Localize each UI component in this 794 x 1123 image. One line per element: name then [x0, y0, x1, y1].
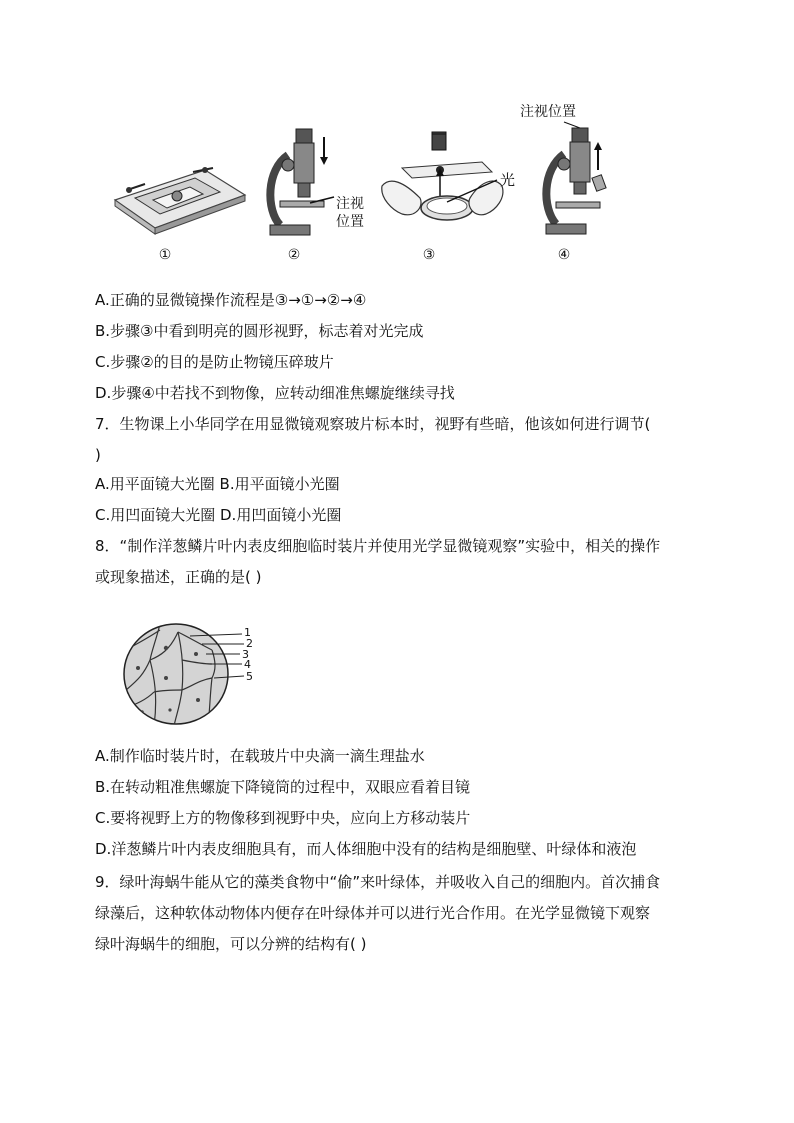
cell-label-3: 3 — [242, 648, 249, 661]
cell-label-4: 4 — [244, 658, 251, 671]
q7-options-cd: C.用凹面镜大光圈 D.用凹面镜小光圈 — [95, 506, 342, 524]
q8-stem-end: 或现象描述，正确的是( ) — [95, 568, 262, 586]
q6-option-c: C.步骤②的目的是防止物镜压碎玻片 — [95, 353, 334, 371]
figure-step2-microscope — [258, 125, 338, 245]
figure-label-3: ③ — [422, 247, 436, 263]
q9-stem-line1: 9．绿叶海蜗牛能从它的藻类食物中“偷”来叶绿体，并吸收入自己的细胞内。首次捕食 — [95, 873, 661, 891]
q8-option-d: D.洋葱鳞片叶内表皮细胞具有，而人体细胞中没有的结构是细胞壁、叶绿体和液泡 — [95, 840, 637, 858]
figure-label-2: ② — [287, 247, 301, 263]
figure-onion-cells — [120, 620, 280, 730]
q8-option-b: B.在转动粗准焦螺旋下降镜筒的过程中，双眼应看着目镜 — [95, 778, 471, 796]
figure-label-1: ① — [158, 247, 172, 263]
q6-option-b: B.步骤③中看到明亮的圆形视野，标志着对光完成 — [95, 322, 424, 340]
q7-options-ab: A.用平面镜大光圈 B.用平面镜小光圈 — [95, 475, 340, 493]
q6-option-d: D.步骤④中若找不到物像，应转动细准焦螺旋继续寻找 — [95, 384, 455, 402]
cell-label-5: 5 — [246, 670, 253, 683]
figure-step4-microscope — [534, 120, 614, 240]
q9-stem-line3: 绿叶海蜗牛的细胞，可以分辨的结构有( ) — [95, 935, 367, 953]
cell-label-2: 2 — [246, 637, 253, 650]
step4-annotation-focus-position: 注视位置 — [520, 104, 576, 120]
step2-annotation-focus: 注视 — [336, 196, 364, 212]
q6-option-a: A.正确的显微镜操作流程是③→①→②→④ — [95, 291, 367, 309]
q8-option-c: C.要将视野上方的物像移到视野中央，应向上方移动装片 — [95, 809, 471, 827]
cell-label-1: 1 — [244, 626, 251, 639]
figure-step3-light-adjustment — [372, 128, 512, 238]
figure-label-4: ④ — [557, 247, 571, 263]
step2-annotation-position: 位置 — [336, 214, 364, 230]
q9-stem-line2: 绿藻后，这种软体动物体内便存在叶绿体并可以进行光合作用。在光学显微镜下观察 — [95, 904, 651, 922]
q8-stem: 8．“制作洋葱鳞片叶内表皮细胞临时装片并使用光学显微镜观察”实验中，相关的操作 — [95, 537, 661, 555]
q8-option-a: A.制作临时装片时，在载玻片中央滴一滴生理盐水 — [95, 747, 425, 765]
q7-stem: 7．生物课上小华同学在用显微镜观察玻片标本时，视野有些暗，他该如何进行调节( — [95, 415, 651, 433]
step3-annotation-light: 光 — [500, 171, 516, 189]
q7-stem-end: ) — [95, 446, 101, 464]
figure-step1-stage — [105, 160, 250, 240]
